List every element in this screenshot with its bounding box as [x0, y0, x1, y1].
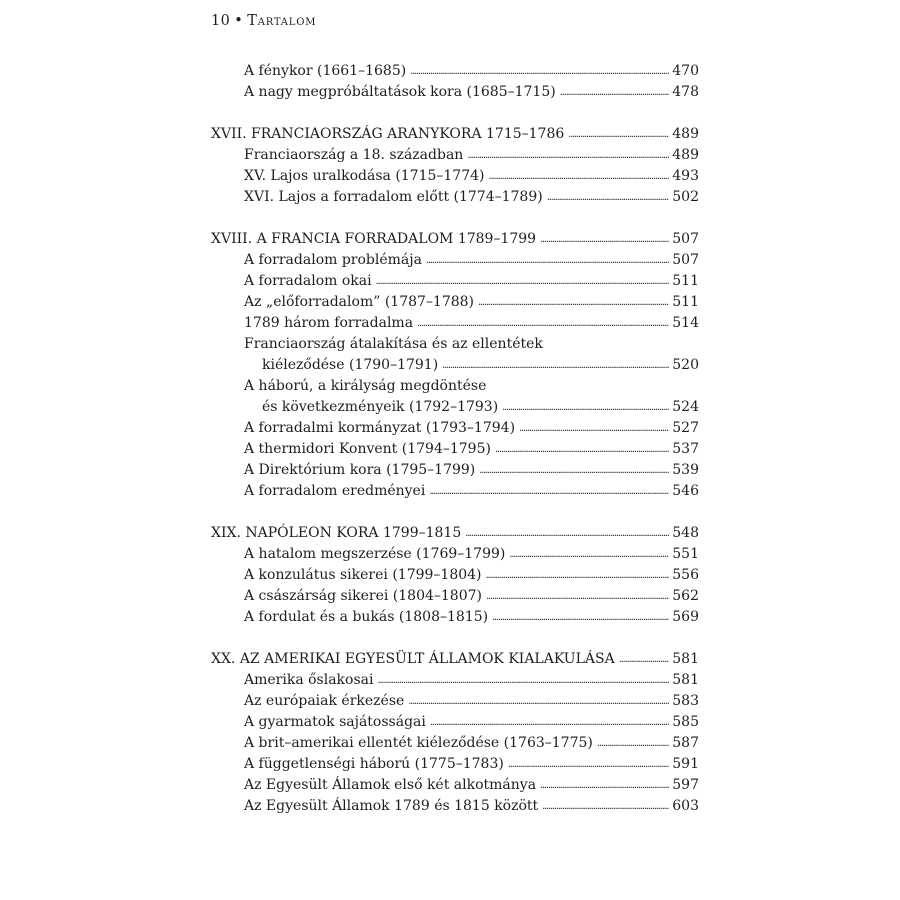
toc-entry-title: Franciaország a 18. században: [244, 147, 464, 163]
leader-dots: [542, 795, 669, 817]
toc-page-number: 551: [672, 546, 699, 562]
toc-entry-title: A Direktórium kora (1795–1799): [244, 462, 476, 478]
leader-dots: [540, 228, 669, 250]
leader-dots: [426, 249, 669, 271]
leader-dots: [560, 81, 670, 103]
toc-entry: [0, 544, 900, 565]
toc-chapter: [0, 649, 900, 670]
toc-entry: [0, 565, 900, 586]
leader-dots: [540, 774, 669, 796]
toc-entry: [0, 691, 900, 712]
toc-page-number: 597: [672, 777, 699, 793]
toc-entry: [0, 460, 900, 481]
leader-dots: [429, 480, 669, 502]
toc-page-number: 507: [672, 231, 699, 247]
toc-entry-title: A fénykor (1661–1685): [244, 63, 407, 79]
toc-page-number: 489: [672, 147, 699, 163]
toc-entry-title: Az „előforradalom” (1787–1788): [244, 294, 475, 310]
leader-dots: [376, 270, 670, 292]
toc-page-number: 556: [672, 567, 699, 583]
leader-dots: [619, 648, 670, 670]
toc-entry-title: A forradalom eredményei: [244, 483, 426, 499]
toc-entry-title: XVII. FRANCIAORSZÁG ARANYKORA 1715–1786: [211, 126, 565, 142]
toc-page-number: 511: [672, 273, 699, 289]
toc-entry-title: A forradalmi kormányzat (1793–1794): [244, 420, 516, 436]
toc-page-number: 524: [672, 399, 699, 415]
leader-dots: [478, 291, 669, 313]
toc-entry: [0, 145, 900, 166]
leader-dots: [467, 144, 669, 166]
leader-dots: [408, 690, 669, 712]
toc-chapter: [0, 124, 900, 145]
toc-entry: [0, 439, 900, 460]
toc-page-number: 587: [672, 735, 699, 751]
toc-page-number: 581: [672, 651, 699, 667]
toc-chapter: [0, 523, 900, 544]
toc-entry: [0, 61, 900, 82]
toc-page-number: 493: [672, 168, 699, 184]
toc-entry-title: A forradalom problémája: [244, 252, 422, 268]
leader-dots: [568, 123, 669, 145]
toc-page-number: 569: [672, 609, 699, 625]
toc-entry-title: Amerika őslakosai: [244, 672, 374, 688]
leader-dots: [502, 396, 669, 418]
leader-dots: [489, 165, 670, 187]
toc-page-number: 548: [672, 525, 699, 541]
toc-entry-title: Az Egyesült Államok 1789 és 1815 között: [244, 798, 539, 814]
toc-entry-title: A császárság sikerei (1804–1807): [244, 588, 482, 604]
toc-entry-title: 1789 három forradalma: [244, 315, 414, 331]
leader-dots: [508, 753, 669, 775]
toc-page-number: 489: [672, 126, 699, 142]
leader-dots: [492, 606, 669, 628]
leader-dots: [519, 417, 669, 439]
toc-entry-title: A nagy megpróbáltatások kora (1685–1715): [244, 84, 556, 100]
toc-entry: [0, 292, 900, 313]
toc-entry-title: A háború, a királyság megdöntése: [244, 378, 487, 394]
toc-entry: [0, 418, 900, 439]
leader-dots: [430, 711, 669, 733]
toc-page-number: 511: [672, 294, 699, 310]
leader-dots: [495, 438, 669, 460]
toc-page-number: 581: [672, 672, 699, 688]
leader-dots: [486, 585, 669, 607]
toc-entry-title: A függetlenségi háború (1775–1783): [244, 756, 504, 772]
toc-entry-title-cont: kiéleződése (1790–1791): [262, 357, 439, 373]
leader-dots: [410, 60, 669, 82]
toc-entry: [0, 754, 900, 775]
toc-page-number: 603: [672, 798, 699, 814]
toc-entry: [0, 712, 900, 733]
toc-entry-title: A brit–amerikai ellentét kiéleződése (1763–1775): [244, 735, 593, 751]
toc-entry-title: A konzulátus sikerei (1799–1804): [244, 567, 482, 583]
toc-entry: [0, 250, 900, 271]
page-number: 10: [211, 13, 231, 29]
toc-page-number: 507: [672, 252, 699, 268]
toc-page-number: 502: [672, 189, 699, 205]
leader-dots: [417, 312, 669, 334]
toc-page-number: 527: [672, 420, 699, 436]
leader-dots: [597, 732, 669, 754]
toc-entry: [0, 82, 900, 103]
toc-entry: [0, 733, 900, 754]
leader-dots: [547, 186, 670, 208]
toc-entry-title: Az Egyesült Államok első két alkotmánya: [244, 777, 537, 793]
toc-entry: [0, 376, 900, 418]
toc-page-number: 520: [672, 357, 699, 373]
leader-dots: [486, 564, 670, 586]
header-title: Tartalom: [247, 13, 317, 29]
toc-page-number: 539: [672, 462, 699, 478]
toc-page-number: 591: [672, 756, 699, 772]
toc-entry: [0, 586, 900, 607]
toc-chapter: [0, 229, 900, 250]
toc-page-number: 583: [672, 693, 699, 709]
toc-entry-title: XVI. Lajos a forradalom előtt (1774–1789): [244, 189, 543, 205]
toc-entry-title: A thermidori Konvent (1794–1795): [244, 441, 491, 457]
toc-entry: [0, 670, 900, 691]
toc-page-number: 562: [672, 588, 699, 604]
toc-page-number: 537: [672, 441, 699, 457]
toc-page-number: 478: [672, 84, 699, 100]
header-bullet: •: [234, 13, 244, 29]
toc-entry-title: A gyarmatok sajátosságai: [244, 714, 426, 730]
toc-entry-title: A hatalom megszerzése (1769–1799): [244, 546, 506, 562]
toc-page-number: 470: [672, 63, 699, 79]
toc-entry-title: XV. Lajos uralkodása (1715–1774): [244, 168, 485, 184]
leader-dots: [509, 543, 669, 565]
toc-entry-title: Az európaiak érkezése: [244, 693, 405, 709]
running-header: [211, 13, 316, 29]
toc-entry-title: A fordulat és a bukás (1808–1815): [244, 609, 489, 625]
toc-entry: [0, 796, 900, 817]
toc-entry-title: XVIII. A FRANCIA FORRADALOM 1789–1799: [211, 231, 537, 247]
toc-entry-title: XIX. NAPÓLEON KORA 1799–1815: [211, 525, 462, 541]
toc-entry: [0, 775, 900, 796]
toc-entry-title: A forradalom okai: [244, 273, 372, 289]
toc-entry-title: XX. AZ AMERIKAI EGYESÜLT ÁLLAMOK KIALAKULÁSA: [211, 651, 615, 667]
toc-entry: [0, 313, 900, 334]
toc-entry: [0, 607, 900, 628]
toc-page-number: 546: [672, 483, 699, 499]
leader-dots: [377, 669, 669, 691]
toc-page-number: 585: [672, 714, 699, 730]
toc-entry: [0, 166, 900, 187]
toc-entry-title: Franciaország átalakítása és az ellentétek: [244, 336, 543, 352]
toc-entry: [0, 271, 900, 292]
leader-dots: [479, 459, 669, 481]
toc-entry-title-cont: és következményeik (1792–1793): [262, 399, 499, 415]
toc-entry: [0, 187, 900, 208]
toc-entry: [0, 334, 900, 376]
leader-dots: [442, 354, 669, 376]
toc-page-number: 514: [672, 315, 699, 331]
leader-dots: [465, 522, 669, 544]
toc-entry: [0, 481, 900, 502]
